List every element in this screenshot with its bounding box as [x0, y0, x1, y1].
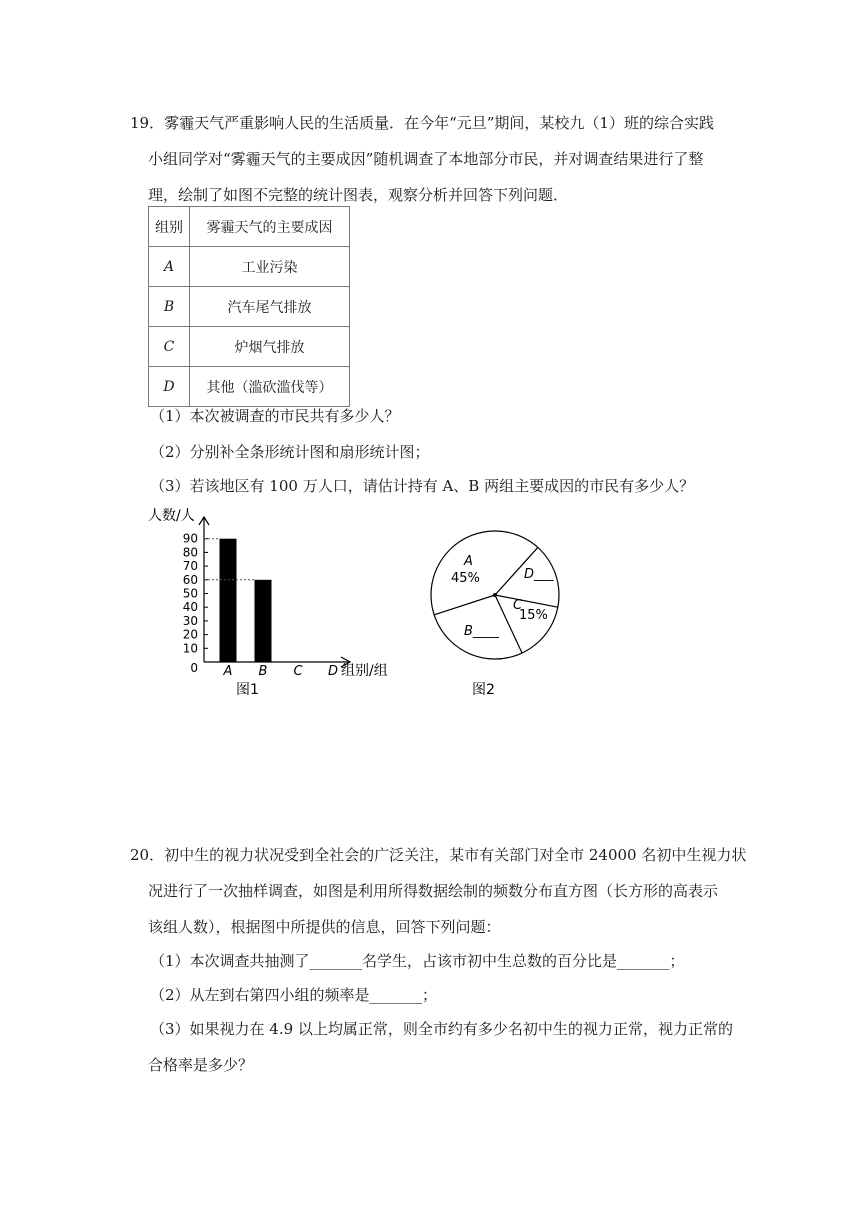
fig2-caption: 图2 — [472, 682, 495, 698]
fig1-caption: 图1 — [236, 682, 259, 698]
q20-sub-1: （1）本次调查共抽测了_______名学生，占该市初中生总数的百分比是_______； — [150, 952, 685, 970]
table-row — [149, 367, 350, 407]
table-cell-cause: 炉烟气排放 — [190, 327, 350, 367]
q19-line-3: 理，绘制了如图不完整的统计图表，观察分析并回答下列问题． — [148, 186, 569, 204]
y-tick-label: 30 — [182, 613, 198, 628]
pie-label-b: B____ — [464, 624, 499, 639]
q20-line-3: 该组人数），根据图中所提供的信息，回答下列问题： — [148, 918, 501, 936]
q20-line-1: 20．初中生的视力状况受到全社会的广泛关注，某市有关部门对全市 24000 名初中生视力状 — [130, 846, 747, 864]
bar-a — [220, 539, 237, 662]
y-tick-label: 80 — [182, 545, 198, 560]
causes-table — [148, 206, 350, 407]
table-row — [149, 327, 350, 367]
q19-sub-2: （2）分别补全条形统计图和扇形统计图； — [150, 443, 430, 461]
table-cell-cause: 其他（滥砍滥伐等） — [190, 367, 350, 407]
pie-label-a: A — [464, 554, 473, 569]
q19-line-1: 19．雾霾天气严重影响人民的生活质量．在今年“元旦”期间，某校九（1）班的综合实践 — [130, 114, 714, 132]
pie-label-c: C — [513, 598, 523, 613]
table-cell-cause: 工业污染 — [190, 247, 350, 287]
pie-label-d: D___ — [524, 567, 554, 582]
table-cell-group: D — [149, 367, 190, 407]
table-cell-group: B — [149, 287, 190, 327]
table-header-group: 组别 — [149, 207, 190, 247]
pie-label-c-pct: 15% — [519, 608, 548, 623]
bar-chart-ylabel: 人数/人 — [148, 508, 195, 524]
table-row — [149, 287, 350, 327]
y-tick-label: 20 — [182, 627, 198, 642]
pie-label-a-pct: 45% — [451, 571, 480, 586]
y-tick-label: 70 — [182, 559, 198, 574]
x-category-label: B — [258, 664, 268, 679]
bar-chart-xlabel: 组别/组 — [341, 663, 388, 679]
x-category-label: A — [223, 664, 233, 679]
q19-sub-1: （1）本次被调查的市民共有多少人？ — [150, 407, 400, 425]
table-cell-group: C — [149, 327, 190, 367]
table-row — [149, 247, 350, 287]
y-tick-label: 50 — [182, 586, 198, 601]
table-cell-group: A — [149, 247, 190, 287]
y-tick-label: 40 — [182, 600, 198, 615]
q19-sub-3: （3）若该地区有 100 万人口，请估计持有 A、B 两组主要成因的市民有多少人？ — [150, 477, 695, 495]
q20-sub-3: （3）如果视力在 4.9 以上均属正常，则全市约有多少名初中生的视力正常，视力正常的 — [150, 1020, 733, 1038]
pie-sector-divider — [434, 595, 495, 615]
pie-chart-fig2 — [420, 520, 570, 705]
q20-sub-2: （2）从左到右第四小组的频率是_______； — [150, 986, 438, 1004]
x-category-label: D — [327, 664, 339, 679]
q19-line-2: 小组同学对“雾霾天气的主要成因”随机调查了本地部分市民，并对调查结果进行了整 — [148, 150, 704, 168]
q20-sub-3-cont: 合格率是多少？ — [148, 1056, 254, 1074]
pie-sector-divider — [495, 595, 558, 607]
pie-center — [493, 593, 497, 597]
q20-line-2: 况进行了一次抽样调查，如图是利用所得数据绘制的频数分布直方图（长方形的高表示 — [148, 882, 719, 900]
x-category-label: C — [293, 664, 303, 679]
bar-b — [255, 580, 272, 662]
y-tick-label: 10 — [182, 641, 198, 656]
table-header-row — [149, 207, 350, 247]
y-tick-label: 0 — [190, 661, 198, 675]
table-header-cause: 雾霾天气的主要成因 — [190, 207, 350, 247]
y-tick-label: 60 — [182, 572, 198, 587]
y-tick-label: 90 — [182, 531, 198, 546]
table-cell-cause: 汽车尾气排放 — [190, 287, 350, 327]
bar-chart-fig1 — [140, 500, 410, 705]
